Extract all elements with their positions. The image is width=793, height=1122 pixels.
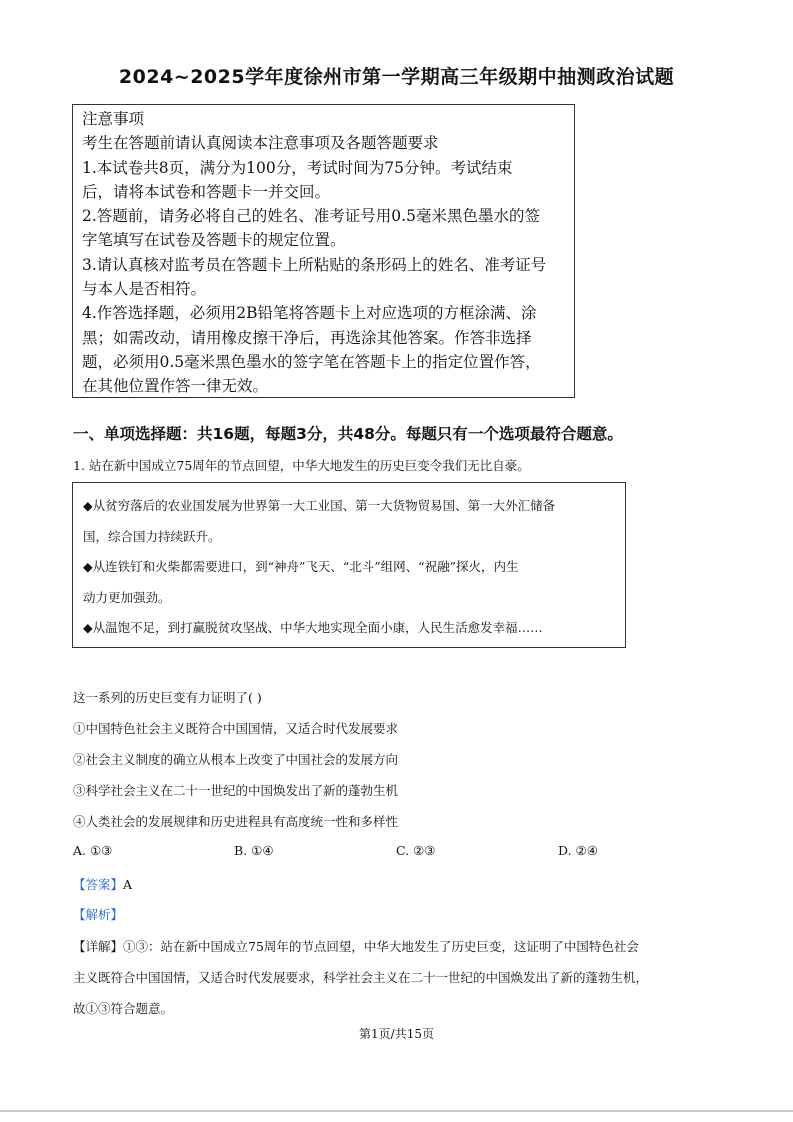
- analysis-tag: 【解析】: [73, 907, 124, 922]
- answer-tag: 【答案】: [73, 877, 124, 892]
- option-a: A. ①③: [73, 843, 113, 858]
- detail-tag: 【详解】: [73, 939, 124, 954]
- notice-line: 后，请将本试卷和答题卡一并交回。: [82, 182, 331, 201]
- answer-line: [73, 875, 132, 893]
- detail-text: ①③：站在新中国成立75周年的节点回望，中华大地发生了历史巨变，这证明了中国特色社会: [123, 939, 639, 954]
- notice-line: 在其他位置作答一律无效。: [82, 377, 269, 396]
- quote-line: ◆从连铁钉和火柴都需要进口，到“神舟”飞天、“北斗”组网、“祝融”探火，内生: [83, 559, 519, 574]
- bottom-divider: [0, 1110, 793, 1112]
- statement-3: ③科学社会主义在二十一世纪的中国焕发出了新的蓬勃生机: [73, 783, 399, 798]
- exam-title: 2024~2025学年度徐州市第一学期高三年级期中抽测政治试题: [118, 66, 675, 88]
- analysis-line: [73, 905, 123, 923]
- quote-line: 动力更加强劲。: [83, 589, 171, 605]
- quote-line: 国，综合国力持续跃升。: [83, 528, 221, 544]
- notice-line: 题，必须用0.5毫米黑色墨水的签字笔在答题卡上的指定位置作答，: [82, 352, 541, 371]
- question-prompt: 这一系列的历史巨变有力证明了( ): [73, 690, 262, 705]
- statement-4: ④人类社会的发展规律和历史进程具有高度统一性和多样性: [73, 814, 399, 829]
- option-d: D. ②④: [558, 843, 598, 858]
- statement-1: ①中国特色社会主义既符合中国国情，又适合时代发展要求: [73, 721, 399, 736]
- notice-line: 3.请认真核对监考员在答题卡上所粘贴的条形码上的姓名、准考证号: [82, 255, 547, 274]
- notice-line: 注意事项: [82, 110, 145, 128]
- notice-line: 2.答题前，请务必将自己的姓名、准考证号用0.5毫米黑色墨水的签: [82, 207, 540, 226]
- quote-line: ◆从贫穷落后的农业国发展为世界第一大工业国、第一大货物贸易国、第一大外汇储备: [83, 498, 556, 513]
- detail-line: 主义既符合中国国情，又适合时代发展要求，科学社会主义在二十一世纪的中国焕发出了新的蓬勃生机，: [73, 970, 649, 985]
- detail-line: 故①③符合题意。: [73, 1001, 174, 1016]
- quote-box: [72, 482, 626, 648]
- notice-line: 黑；如需改动，请用橡皮擦干净后，再选涂其他答案。作答非选择: [82, 328, 532, 347]
- notice-line: 字笔填写在试卷及答题卡的规定位置。: [82, 231, 346, 250]
- statement-2: ②社会主义制度的确立从根本上改变了中国社会的发展方向: [73, 752, 399, 767]
- option-b: B. ①④: [234, 843, 274, 858]
- notice-line: 与本人是否相符。: [82, 280, 207, 299]
- detail-line: [73, 931, 723, 962]
- option-c: C. ②③: [396, 843, 436, 858]
- notice-line: 1.本试卷共8页，满分为100分，考试时间为75分钟。考试结束: [82, 158, 513, 177]
- notice-box: [72, 104, 575, 398]
- answer-value: A: [123, 877, 133, 892]
- notice-line: 考生在答题前请认真阅读本注意事项及各题答题要求: [82, 134, 439, 153]
- question-stem: 1. 站在新中国成立75周年的节点回望，中华大地发生的历史巨变令我们无比自豪。: [73, 458, 530, 473]
- section-heading: 一、单项选择题：共16题，每题3分，共48分。每题只有一个选项最符合题意。: [73, 425, 623, 443]
- detail-block: [73, 931, 723, 1024]
- quote-line: ◆从温饱不足，到打赢脱贫攻坚战、中华大地实现全面小康，人民生活愈发幸福……: [83, 620, 543, 635]
- notice-line: 4.作答选择题，必须用2B铅笔将答题卡上对应选项的方框涂满、涂: [82, 304, 537, 323]
- page-number: 第1页/共15页: [359, 1027, 434, 1041]
